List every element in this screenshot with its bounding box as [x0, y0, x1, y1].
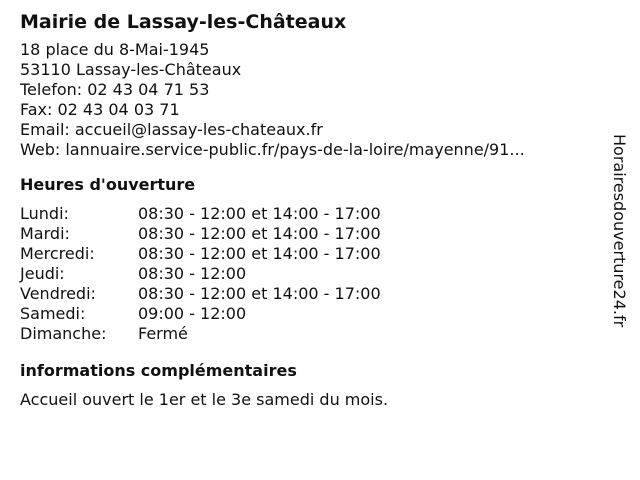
day-label: Vendredi: [20, 284, 96, 303]
hours-row [20, 324, 610, 344]
site-brand-vertical: Horairesdouverture24.fr [610, 134, 629, 328]
opening-hours-heading: Heures d'ouverture [20, 175, 196, 194]
hours-row [20, 284, 610, 304]
hours-row [20, 244, 610, 264]
day-label: Mercredi: [20, 244, 95, 263]
hours-row [20, 204, 610, 224]
mairie-card [20, 8, 610, 410]
opening-hours-table [20, 204, 610, 344]
time-range: 08:30 - 12:00 et 14:00 - 17:00 [138, 244, 381, 263]
additional-info-text: Accueil ouvert le 1er et le 3e samedi du mois. [20, 390, 389, 409]
address-block [20, 40, 610, 160]
phone-number: Telefon: 02 43 04 71 53 [20, 80, 210, 99]
day-label: Dimanche: [20, 324, 107, 343]
hours-row [20, 224, 610, 244]
email-address: Email: accueil@lassay-les-chateaux.fr [20, 120, 323, 139]
day-label: Lundi: [20, 204, 69, 223]
day-label: Samedi: [20, 304, 86, 323]
additional-info-heading: informations complémentaires [20, 361, 297, 380]
time-range: 09:00 - 12:00 [138, 304, 247, 323]
hours-row [20, 304, 610, 324]
page-title: Mairie de Lassay-les-Châteaux [20, 11, 347, 33]
time-range: 08:30 - 12:00 et 14:00 - 17:00 [138, 284, 381, 303]
time-range: 08:30 - 12:00 et 14:00 - 17:00 [138, 224, 381, 243]
fax-number: Fax: 02 43 04 03 71 [20, 100, 180, 119]
day-label: Jeudi: [20, 264, 65, 283]
time-range: 08:30 - 12:00 [138, 264, 247, 283]
time-range: Fermé [138, 324, 188, 343]
day-label: Mardi: [20, 224, 70, 243]
time-range: 08:30 - 12:00 et 14:00 - 17:00 [138, 204, 381, 223]
website-link: Web: lannuaire.service-public.fr/pays-de-la-loire/mayenne/91... [20, 140, 525, 159]
street-address: 18 place du 8-Mai-1945 [20, 40, 210, 59]
city-address: 53110 Lassay-les-Châteaux [20, 60, 242, 79]
hours-row [20, 264, 610, 284]
